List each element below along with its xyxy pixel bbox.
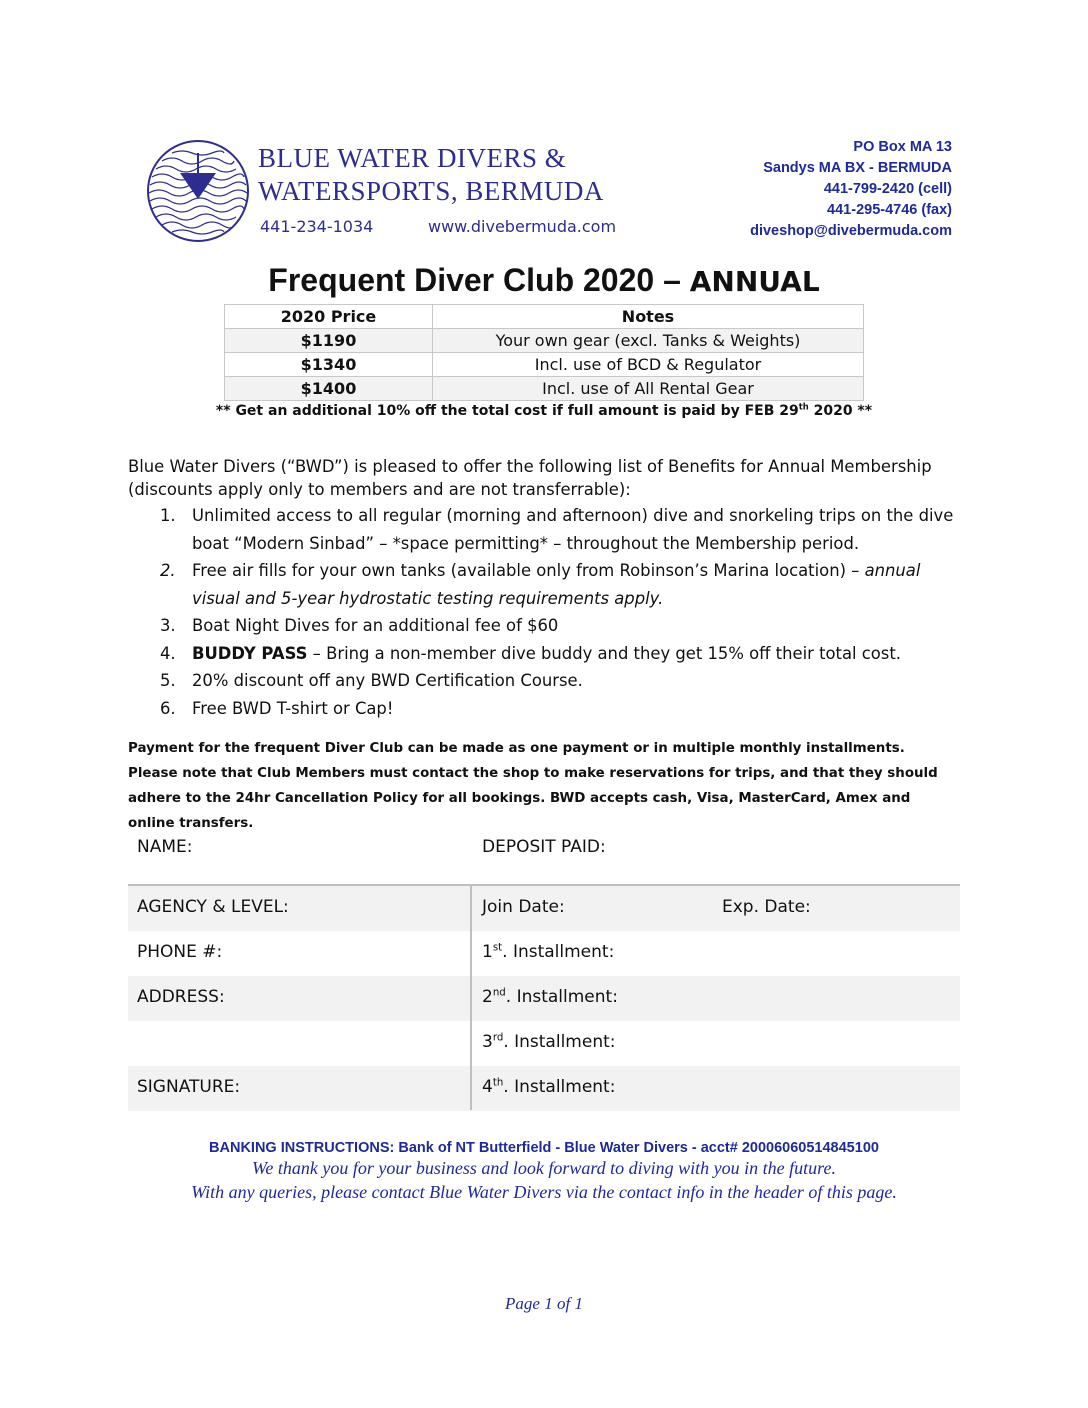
form-row-phone [128, 931, 960, 976]
list-item [128, 612, 958, 640]
price-column-header: 2020 Price [225, 305, 433, 329]
list-number: 1. [160, 506, 176, 525]
list-text: Free air fills for your own tanks (available only from Robinson’s Marina location) – [192, 561, 865, 580]
installment-4-sup: th [492, 1077, 504, 1089]
contact-block [750, 137, 952, 242]
name-label: NAME: [137, 837, 193, 857]
company-logo-name [258, 142, 604, 208]
thank-you-note: We thank you for your business and look forward to diving with you in the future. [252, 1158, 836, 1178]
list-item [128, 502, 958, 557]
installment-2-sup: nd [492, 987, 506, 999]
table-row [225, 377, 864, 401]
price-table [224, 304, 864, 401]
list-number: 6. [160, 698, 176, 718]
installment-1-text: . Installment: [502, 942, 615, 962]
queries-note: With any queries, please contact Blue Water Divers via the contact info in the header of this page. [191, 1182, 897, 1202]
price-cell: $1190 [225, 329, 433, 353]
agency-level-label: AGENCY & LEVEL: [137, 897, 289, 917]
installment-2-text: . Installment: [505, 987, 618, 1007]
signature-label: SIGNATURE: [137, 1077, 241, 1097]
list-number: 4. [160, 643, 176, 663]
logo-name-line2: WATERSPORTS, BERMUDA [258, 176, 604, 206]
installment-3-label [482, 1032, 615, 1052]
benefits-list [128, 502, 958, 722]
membership-form [128, 826, 960, 1111]
list-item [128, 667, 958, 695]
form-row-signature [128, 1066, 960, 1111]
form-row-agency [128, 886, 960, 931]
contact-email[interactable]: diveshop@divebermuda.com [750, 223, 952, 239]
installment-3-num: 3 [482, 1032, 493, 1052]
note-cell: Incl. use of BCD & Regulator [433, 353, 864, 377]
logo-website: www.divebermuda.com [428, 217, 617, 236]
installment-2-label [482, 987, 618, 1007]
discount-note-text: ** Get an additional 10% off the total cost if full amount is paid by FEB 29 [215, 403, 799, 419]
title-main: Frequent Diver Club 2020 – [268, 262, 690, 298]
early-payment-discount-note [0, 403, 1088, 419]
list-item [128, 557, 958, 612]
exp-date-label: Exp. Date: [722, 897, 811, 917]
installment-4-label [482, 1077, 615, 1097]
table-row [225, 329, 864, 353]
logo-emblem-icon [146, 139, 250, 243]
table-row [225, 353, 864, 377]
contact-po-box: PO Box MA 13 [853, 139, 952, 155]
payment-note: Payment for the frequent Diver Club can be made as one payment or in multiple monthly installments. Please note that Club Members must contact the shop to make reservations for trips, and that they should adhere to the 24hr Cancellation Policy for all bookings. BWD accepts cash, Visa, MasterCard, Amex and online transfers. [128, 741, 938, 831]
price-cell: $1340 [225, 353, 433, 377]
benefits-intro: Blue Water Divers (“BWD”) is pleased to offer the following list of Benefits for Annual Membership (discounts apply only to members and are not transferrable): [128, 457, 932, 499]
installment-2-num: 2 [482, 987, 493, 1007]
banking-instructions: BANKING INSTRUCTIONS: Bank of NT Butterfield - Blue Water Divers - acct# 20006060514845100 [209, 1140, 879, 1156]
list-text: – Bring a non-member dive buddy and they get 15% off their total cost. [307, 643, 901, 663]
form-divider [470, 886, 472, 1110]
list-text: 20% discount off any BWD Certification Course. [192, 671, 583, 690]
discount-note-end: 2020 ** [808, 403, 873, 419]
deposit-paid-label: DEPOSIT PAID: [482, 837, 606, 857]
list-item [128, 695, 958, 723]
logo-name-line1: BLUE WATER DIVERS & [258, 143, 567, 173]
form-row-name [128, 826, 960, 886]
list-text: Free BWD T-shirt or Cap! [192, 698, 394, 718]
contact-cell: 441-799-2420 (cell) [823, 181, 952, 197]
form-row-installment-3 [128, 1021, 960, 1066]
list-text-bold: BUDDY PASS [192, 643, 308, 663]
page-title [0, 262, 1088, 299]
title-annual: ANNUAL [689, 265, 820, 298]
page-number: Page 1 of 1 [505, 1294, 583, 1313]
contact-address: Sandys MA BX - BERMUDA [763, 160, 952, 176]
installment-4-num: 4 [482, 1077, 493, 1097]
list-item [128, 640, 958, 668]
price-cell: $1400 [225, 377, 433, 401]
price-table-header [225, 305, 864, 329]
logo-phone: 441-234-1034 [260, 217, 374, 236]
installment-3-text: . Installment: [503, 1032, 616, 1052]
list-number: 3. [160, 616, 176, 635]
installment-4-text: . Installment: [503, 1077, 616, 1097]
installment-1-sup: st [492, 942, 503, 954]
notes-column-header: Notes [433, 305, 864, 329]
list-text: Boat Night Dives for an additional fee of $60 [192, 616, 559, 635]
list-text-italic: annual visual and 5-year hydrostatic testing requirements apply. [192, 561, 921, 608]
note-cell: Your own gear (excl. Tanks & Weights) [433, 329, 864, 353]
installment-3-sup: rd [492, 1032, 504, 1044]
phone-label: PHONE #: [137, 942, 223, 962]
list-number: 5. [160, 671, 176, 690]
note-cell: Incl. use of All Rental Gear [433, 377, 864, 401]
join-date-label: Join Date: [482, 897, 565, 917]
address-label: ADDRESS: [137, 987, 225, 1007]
form-row-address [128, 976, 960, 1021]
installment-1-label [482, 942, 614, 962]
list-number: 2. [160, 561, 176, 580]
discount-note-sup: th [798, 401, 809, 412]
contact-fax: 441-295-4746 (fax) [827, 202, 952, 218]
list-text: Unlimited access to all regular (morning and afternoon) dive and snorkeling trips on the dive boat “Modern Sinbad” – *space permitting* – throughout the Membership period. [192, 506, 954, 553]
installment-1-num: 1 [482, 942, 493, 962]
